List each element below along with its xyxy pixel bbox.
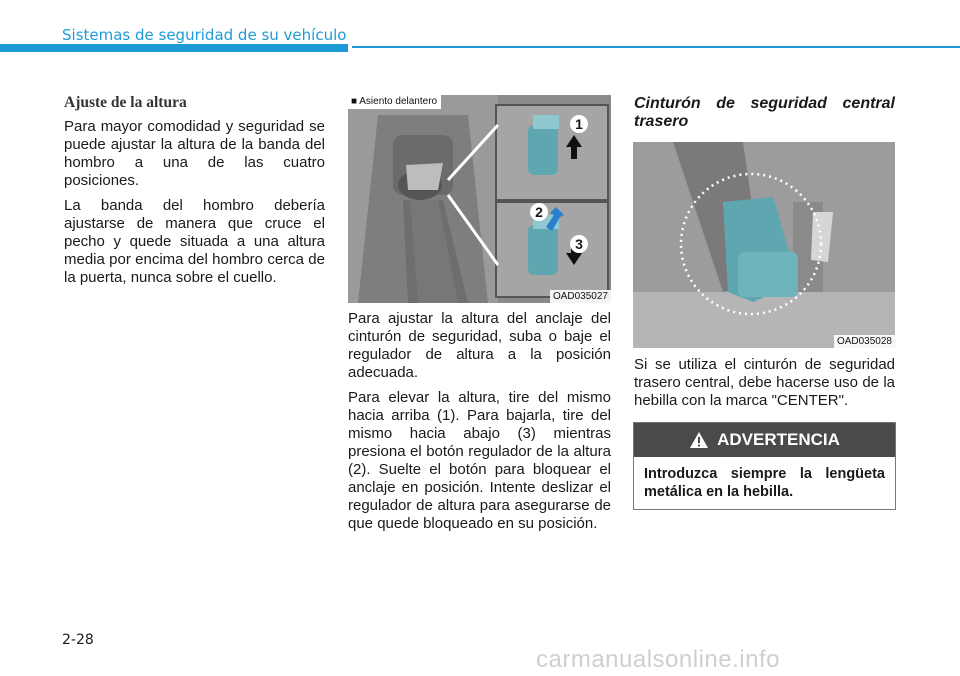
column-center-rear-belt-text [634, 356, 895, 417]
warning-header [634, 423, 895, 457]
warning-box [633, 422, 896, 510]
paragraph: La banda del hombro debería ajustarse de manera que cruce el pecho y quede situada a una altura media por encima del hombro cerca de la puerta, nunca sobre el cuello. [64, 197, 325, 286]
header-rule [352, 46, 960, 48]
page-number: 2-28 [62, 632, 94, 648]
paragraph: Para elevar la altura, tire del mismo hacia arriba (1). Para bajarla, tire del mismo hacia abajo (3) mientras presiona el botón regulador de la altura (2). Suelte el botón para bloquear el anclaje en posición. Intente deslizar el regulador de altura para asegurarse de que quede bloqueado en su posición. [348, 389, 611, 532]
section-title-center-belt: Cinturón de seguridad central trasero [634, 95, 895, 130]
watermark: carmanualsonline.info [536, 646, 780, 673]
figure-code: OAD035028 [834, 335, 895, 348]
rear-center-belt-figure [633, 142, 895, 348]
warning-triangle-icon [689, 431, 709, 449]
figure-tag: ■ Asiento delantero [348, 95, 441, 109]
front-seat-belt-figure [348, 95, 611, 303]
figure-code: OAD035027 [550, 290, 611, 303]
paragraph: Si se utiliza el cinturón de seguridad trasero central, debe hacerse uso de la hebilla con la marca "CENTER". [634, 356, 895, 409]
column-anchor-adjust [348, 310, 611, 540]
warning-text: Introduzca siempre la lengüeta metálica en la hebilla. [644, 466, 885, 500]
center-buckle-illustration [633, 142, 895, 348]
callout-3: 3 [570, 235, 588, 253]
column-center-rear-belt [634, 95, 895, 131]
header-accent-bar [0, 44, 348, 52]
paragraph: Para mayor comodidad y seguridad se puede ajustar la altura de la banda del hombro a una de las cuatro posiciones. [64, 118, 325, 189]
section-header: Sistemas de seguridad de su vehículo [62, 26, 347, 44]
paragraph: Para ajustar la altura del anclaje del cinturón de seguridad, suba o baje el regulador de altura a la posición adecuada. [348, 310, 611, 381]
callout-2: 2 [530, 203, 548, 221]
section-title-height: Ajuste de la altura [64, 94, 187, 111]
warning-title: ADVERTENCIA [717, 430, 840, 449]
callout-1: 1 [570, 115, 588, 133]
column-height-adjust [64, 94, 325, 294]
